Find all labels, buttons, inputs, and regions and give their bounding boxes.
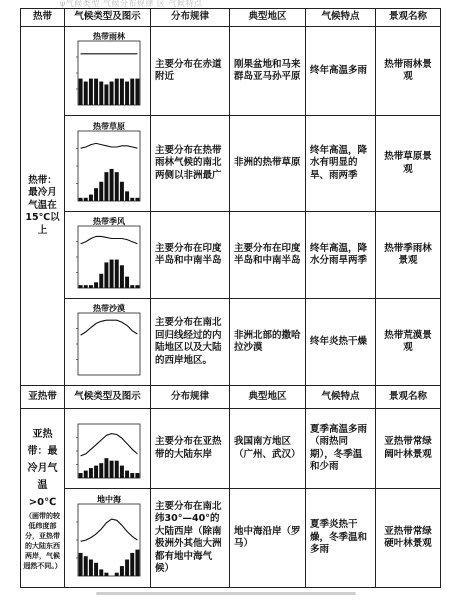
precip-bar — [119, 79, 123, 105]
landscape-text: 热带雨林景观 — [384, 58, 432, 82]
precip-bar — [99, 569, 103, 576]
precip-bar — [104, 84, 108, 105]
precip-bar — [78, 285, 82, 288]
climate-chart-monsoon — [68, 214, 148, 296]
subtropical-header-row — [21, 386, 441, 409]
chart-frame — [78, 424, 140, 478]
precip-bar — [99, 463, 103, 478]
header-region: 典型地区 — [230, 386, 306, 409]
landscape-cell — [376, 299, 441, 386]
precip-bar — [135, 79, 139, 105]
chart-cell — [65, 489, 151, 588]
region-text: 主要分布在印度半岛和中南半岛 — [234, 242, 301, 266]
region-cell — [230, 212, 306, 299]
region-cell — [230, 27, 306, 116]
precip-bar — [88, 79, 92, 105]
landscape-cell — [376, 27, 441, 116]
precip-bar — [78, 473, 82, 478]
precip-bar — [125, 470, 129, 477]
subtropical-zone-label: 亚热带：最冷月气温>0℃ — [27, 428, 58, 508]
chart-cell — [65, 27, 151, 116]
table-row — [21, 489, 441, 588]
climate-chart-desert — [68, 301, 148, 383]
features-cell — [306, 489, 376, 588]
distribution-text: 主要分布在南北纬30°—40°的大陆西岸（除南极洲外其他大洲都有地中海气候） — [155, 500, 222, 574]
precip-bar — [88, 194, 92, 200]
distribution-text: 主要分布在亚热带的大陆东岸 — [155, 436, 222, 460]
tropical-header-row — [21, 9, 441, 27]
precip-bar — [94, 465, 98, 477]
landscape-cell — [376, 409, 441, 489]
precip-bar — [135, 473, 139, 478]
precip-bar — [125, 82, 129, 105]
precip-bar — [130, 285, 134, 288]
precip-bar — [88, 560, 92, 577]
chart-title: 热带雨林 — [92, 32, 125, 41]
temperature-line — [80, 320, 137, 335]
precip-bar — [109, 82, 113, 105]
distribution-cell — [151, 489, 230, 588]
landscape-text: 亚热带常绿硬叶林景观 — [384, 525, 432, 549]
precip-bar — [99, 82, 103, 105]
chart-frame — [78, 226, 140, 288]
header-region: 典型地区 — [230, 9, 306, 27]
table-row — [21, 116, 441, 212]
landscape-cell — [376, 489, 441, 588]
distribution-text: 主要分布在热带雨林气候的南北两侧以非洲最广 — [155, 144, 222, 181]
chart-title: 热带草原 — [92, 121, 125, 131]
features-cell — [306, 299, 376, 386]
distribution-cell — [151, 299, 230, 386]
features-cell — [306, 116, 376, 212]
region-cell — [230, 489, 306, 588]
distribution-cell — [151, 212, 230, 299]
precip-bar — [94, 188, 98, 201]
precip-bar — [130, 197, 134, 200]
distribution-text: 主要分布在赤道附近 — [155, 58, 222, 82]
precip-bar — [109, 260, 113, 288]
features-cell — [306, 27, 376, 116]
table-row — [21, 409, 441, 489]
bottom-decoration — [96, 592, 356, 595]
distribution-cell — [151, 116, 230, 212]
header-landscape: 景观名称 — [376, 9, 441, 27]
precip-bar — [114, 172, 118, 201]
precip-bar — [119, 465, 123, 477]
header-zone: 亚热带 — [21, 386, 65, 409]
temperature-line — [80, 519, 137, 541]
landscape-cell — [376, 212, 441, 299]
precip-bar — [135, 550, 139, 576]
features-cell — [306, 409, 376, 489]
landscape-text: 热带季雨林景观 — [384, 242, 432, 266]
precip-bar — [94, 79, 98, 105]
precip-bar — [88, 468, 92, 478]
precip-bar — [119, 566, 123, 576]
region-text: 我国南方地区（广州、武汉） — [234, 436, 301, 460]
precip-bar — [83, 556, 87, 576]
features-text: 夏季炎热干燥，冬季温和多雨 — [310, 519, 368, 556]
chart-cell — [65, 212, 151, 299]
precip-bar — [104, 458, 108, 478]
precip-bar — [114, 79, 118, 105]
precip-bar — [130, 553, 134, 576]
precip-bar — [94, 282, 98, 288]
precip-bar — [135, 285, 139, 288]
header-features: 气候特点 — [306, 9, 376, 27]
precip-bar — [99, 181, 103, 200]
precip-bar — [83, 285, 87, 288]
chart-title: 地中海 — [96, 495, 121, 504]
header-distribution: 分布规律 — [151, 9, 230, 27]
precip-bar — [83, 82, 87, 105]
precip-bar — [114, 460, 118, 477]
table-row — [21, 212, 441, 299]
precip-bar — [125, 560, 129, 577]
precip-bar — [125, 191, 129, 201]
chart-title: 热带季风 — [92, 217, 125, 226]
climate-chart-subtropical-monsoon — [68, 412, 148, 486]
precip-bar — [104, 262, 108, 288]
region-text: 非洲北部的撒哈拉沙漠 — [234, 329, 301, 353]
climate-chart-mediterranean — [68, 492, 148, 584]
landscape-text: 亚热带常绿阔叶林景观 — [384, 436, 432, 460]
top-caption: ψ气候类型 气候分布规律 区 气候特点 — [60, 0, 203, 8]
precip-bar — [104, 573, 108, 576]
climate-chart-rainforest — [68, 29, 148, 113]
features-text: 终年高温多雨 — [310, 64, 368, 76]
climate-table — [20, 8, 441, 588]
chart-cell — [65, 299, 151, 386]
landscape-text: 热带草原景观 — [384, 151, 432, 175]
subtropical-zone-note: （画带的较低纬度部分，亚热带的大陆东西两岸，气候迥然不同。） — [23, 511, 62, 570]
tropical-zone-label: 热带：最冷月气温在15℃以上 — [25, 174, 60, 236]
chart-title: 热带沙漠 — [92, 304, 125, 313]
chart-cell — [65, 409, 151, 489]
features-text: 终年炎热干燥 — [310, 335, 368, 347]
precip-bar — [88, 285, 92, 288]
chart-frame — [78, 131, 140, 201]
header-landscape: 景观名称 — [376, 386, 441, 409]
temperature-line — [80, 143, 137, 148]
precip-bar — [135, 197, 139, 200]
header-zone: 热带 — [21, 9, 65, 27]
climate-chart-savanna — [68, 119, 148, 209]
features-text: 终年高温，降水有明显的旱、雨两季 — [310, 144, 368, 181]
precip-bar — [83, 197, 87, 200]
precip-bar — [119, 181, 123, 200]
precip-bar — [94, 563, 98, 576]
precip-bar — [99, 274, 103, 288]
distribution-cell — [151, 27, 230, 116]
header-features: 气候特点 — [306, 386, 376, 409]
header-type: 气候类型及图示 — [65, 9, 151, 27]
temperature-line — [80, 236, 137, 243]
precip-bar — [109, 460, 113, 477]
precip-bar — [78, 553, 82, 576]
precip-bar — [114, 573, 118, 576]
region-cell — [230, 409, 306, 489]
precip-bar — [114, 260, 118, 288]
region-text: 地中海沿岸（罗马） — [234, 525, 301, 549]
precip-bar — [83, 470, 87, 477]
landscape-cell — [376, 116, 441, 212]
distribution-cell — [151, 409, 230, 489]
region-cell — [230, 116, 306, 212]
table-row — [21, 299, 441, 386]
region-text: 刚果盆地和马来群岛亚马孙平原 — [234, 58, 301, 82]
chart-cell — [65, 116, 151, 212]
features-cell — [306, 212, 376, 299]
features-text: 终年高温，降水分雨旱两季 — [310, 242, 368, 266]
precip-bar — [125, 277, 129, 288]
precip-bar — [78, 79, 82, 105]
precip-bar — [78, 197, 82, 200]
features-text: 夏季高温多雨（雨热同期），冬季温和少雨 — [310, 423, 368, 472]
subtropical-zone-cell — [21, 409, 65, 588]
region-cell — [230, 299, 306, 386]
distribution-text: 主要分布在南北回归线经过的内陆地区以及大陆的西岸地区。 — [155, 317, 222, 366]
chart-frame — [78, 313, 140, 375]
precip-bar — [119, 265, 123, 288]
temperature-line — [80, 433, 137, 455]
precip-bar — [104, 172, 108, 201]
landscape-text: 热带荒漠景观 — [384, 329, 432, 353]
precip-bar — [109, 168, 113, 200]
distribution-text: 主要分布在印度半岛和中南半岛 — [155, 242, 222, 266]
precip-bar — [130, 473, 134, 478]
precip-bar — [130, 79, 134, 105]
region-text: 非洲的热带草原 — [234, 157, 301, 169]
header-type: 气候类型及图示 — [65, 386, 151, 409]
header-distribution: 分布规律 — [151, 386, 230, 409]
table-row — [21, 27, 441, 116]
tropical-zone-cell — [21, 27, 65, 386]
